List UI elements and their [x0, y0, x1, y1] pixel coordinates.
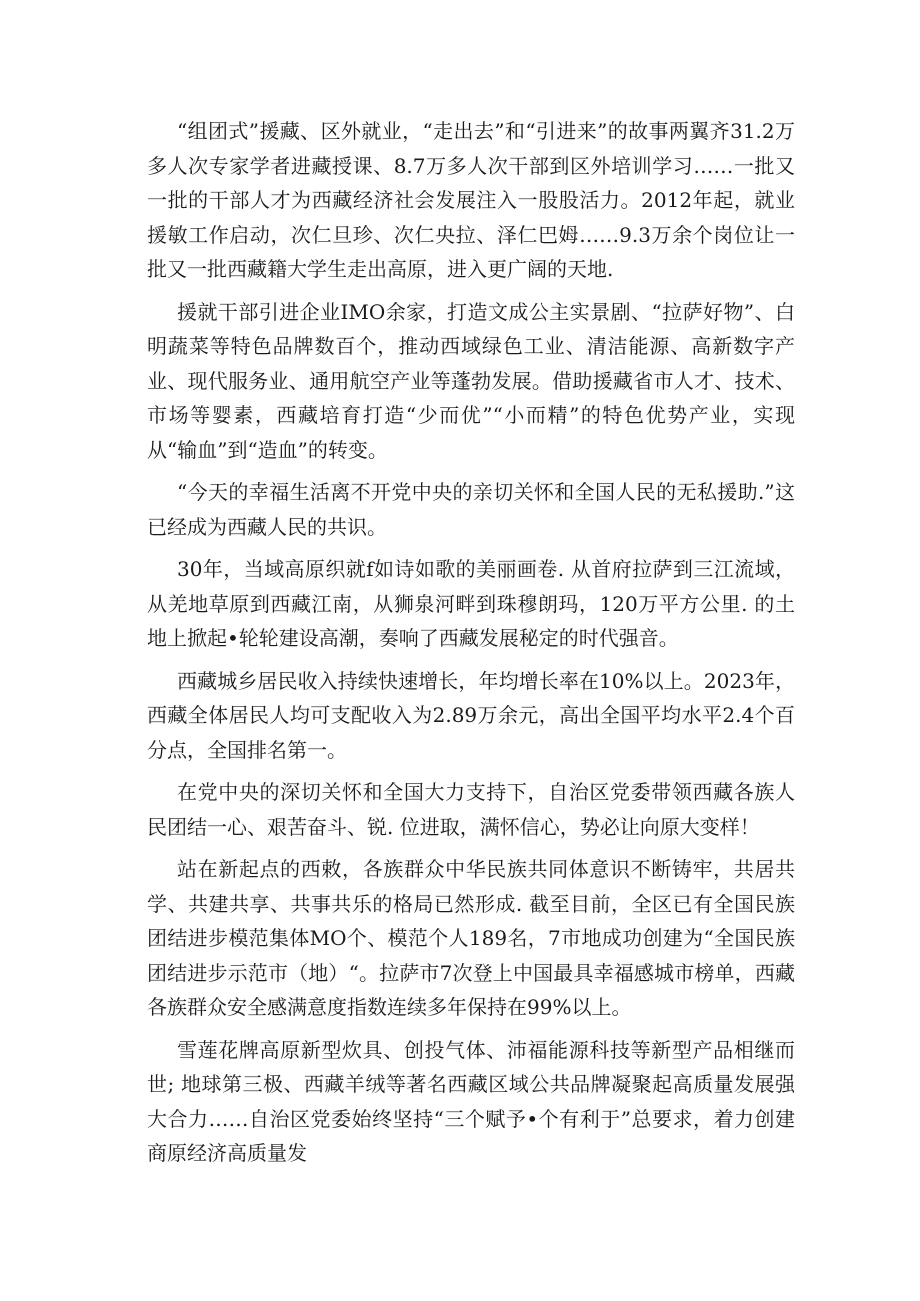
paragraph-3: “今天的幸福生活离不开党中央的亲切关怀和全国人民的无私援助.”这已经成为西藏人民的共识。	[147, 480, 795, 539]
paragraph-4: 30年，当域高原织就f如诗如歌的美丽画卷. 从首府拉萨到三江流域，从羌地草原到西藏江南，从狮泉河畔到珠穆朗玛，120万平方公里. 的土地上掀起•轮轮建设高潮，奏响了西藏发展秘定的时代强音。	[147, 557, 795, 650]
paragraph-8: 雪莲花牌高原新型炊具、创投气体、沛福能源科技等新型产品相继而世; 地球第三极、西藏羊绒等著名西藏区域公共品牌凝聚起高质量发展强大合力……自治区党委始终坚持“三个赋予•个有利于”总要求，着力创建商原经济高质量发	[147, 1037, 795, 1165]
paragraph-6: 在党中央的深切关怀和全国大力支持下，自治区党委带领西藏各族人民团结一心、艰苦奋斗、锐. 位进取，满怀信心，势必让向原大变样！	[147, 780, 795, 839]
paragraph-2: 援就干部引进企业IMO余家，打造文成公主实景剧、“拉萨好物”、白明蔬菜等特色品牌数百个，推动西域绿色工业、清洁能源、高新数字产业、现代服务业、通用航空产业等蓬勃发展。借助援藏省市人才、技术、市场等婴素，西藏培育打造“少而优”“小而精”的特色优势产业，实现从“输血”到“造血”的转变。	[147, 299, 795, 462]
paragraph-5: 西藏城乡居民收入持续快速增长，年均增长率在10%以上。2023年，西藏全体居民人均可支配收入为2.89万余元，高出全国平均水平2.4个百分点，全国排名第一。	[147, 668, 795, 762]
paragraph-7: 站在新起点的西敕，各族群众中华民族共同体意识不断铸牢，共居共学、共建共享、共事共乐的格局已然形成. 截至目前，全区已有全国民族团结进步模范集体MO个、模范个人189名，7市地成功创建为“全国民族团结进步示范市（地）“。拉萨市7次登上中国最具幸福感城市榜单，西藏各族群众安全感满意度指数连续多年保持在99%以上。	[147, 857, 795, 1019]
article-body	[147, 114, 795, 1179]
paragraph-1: “组团式”援藏、区外就业，“走出去”和“引进来”的故事两翼齐31.2万多人次专家学者进藏授课、8.7万多人次干部到区外培训学习……一批又一批的干部人才为西藏经济社会发展注入一股股活力。2012年起，就业援敏工作启动，次仁旦珍、次仁央拉、泽仁巴姆……9.3万余个岗位让一批又一批西藏籍大学生走出高原，进入更广阔的天地.	[147, 119, 795, 281]
